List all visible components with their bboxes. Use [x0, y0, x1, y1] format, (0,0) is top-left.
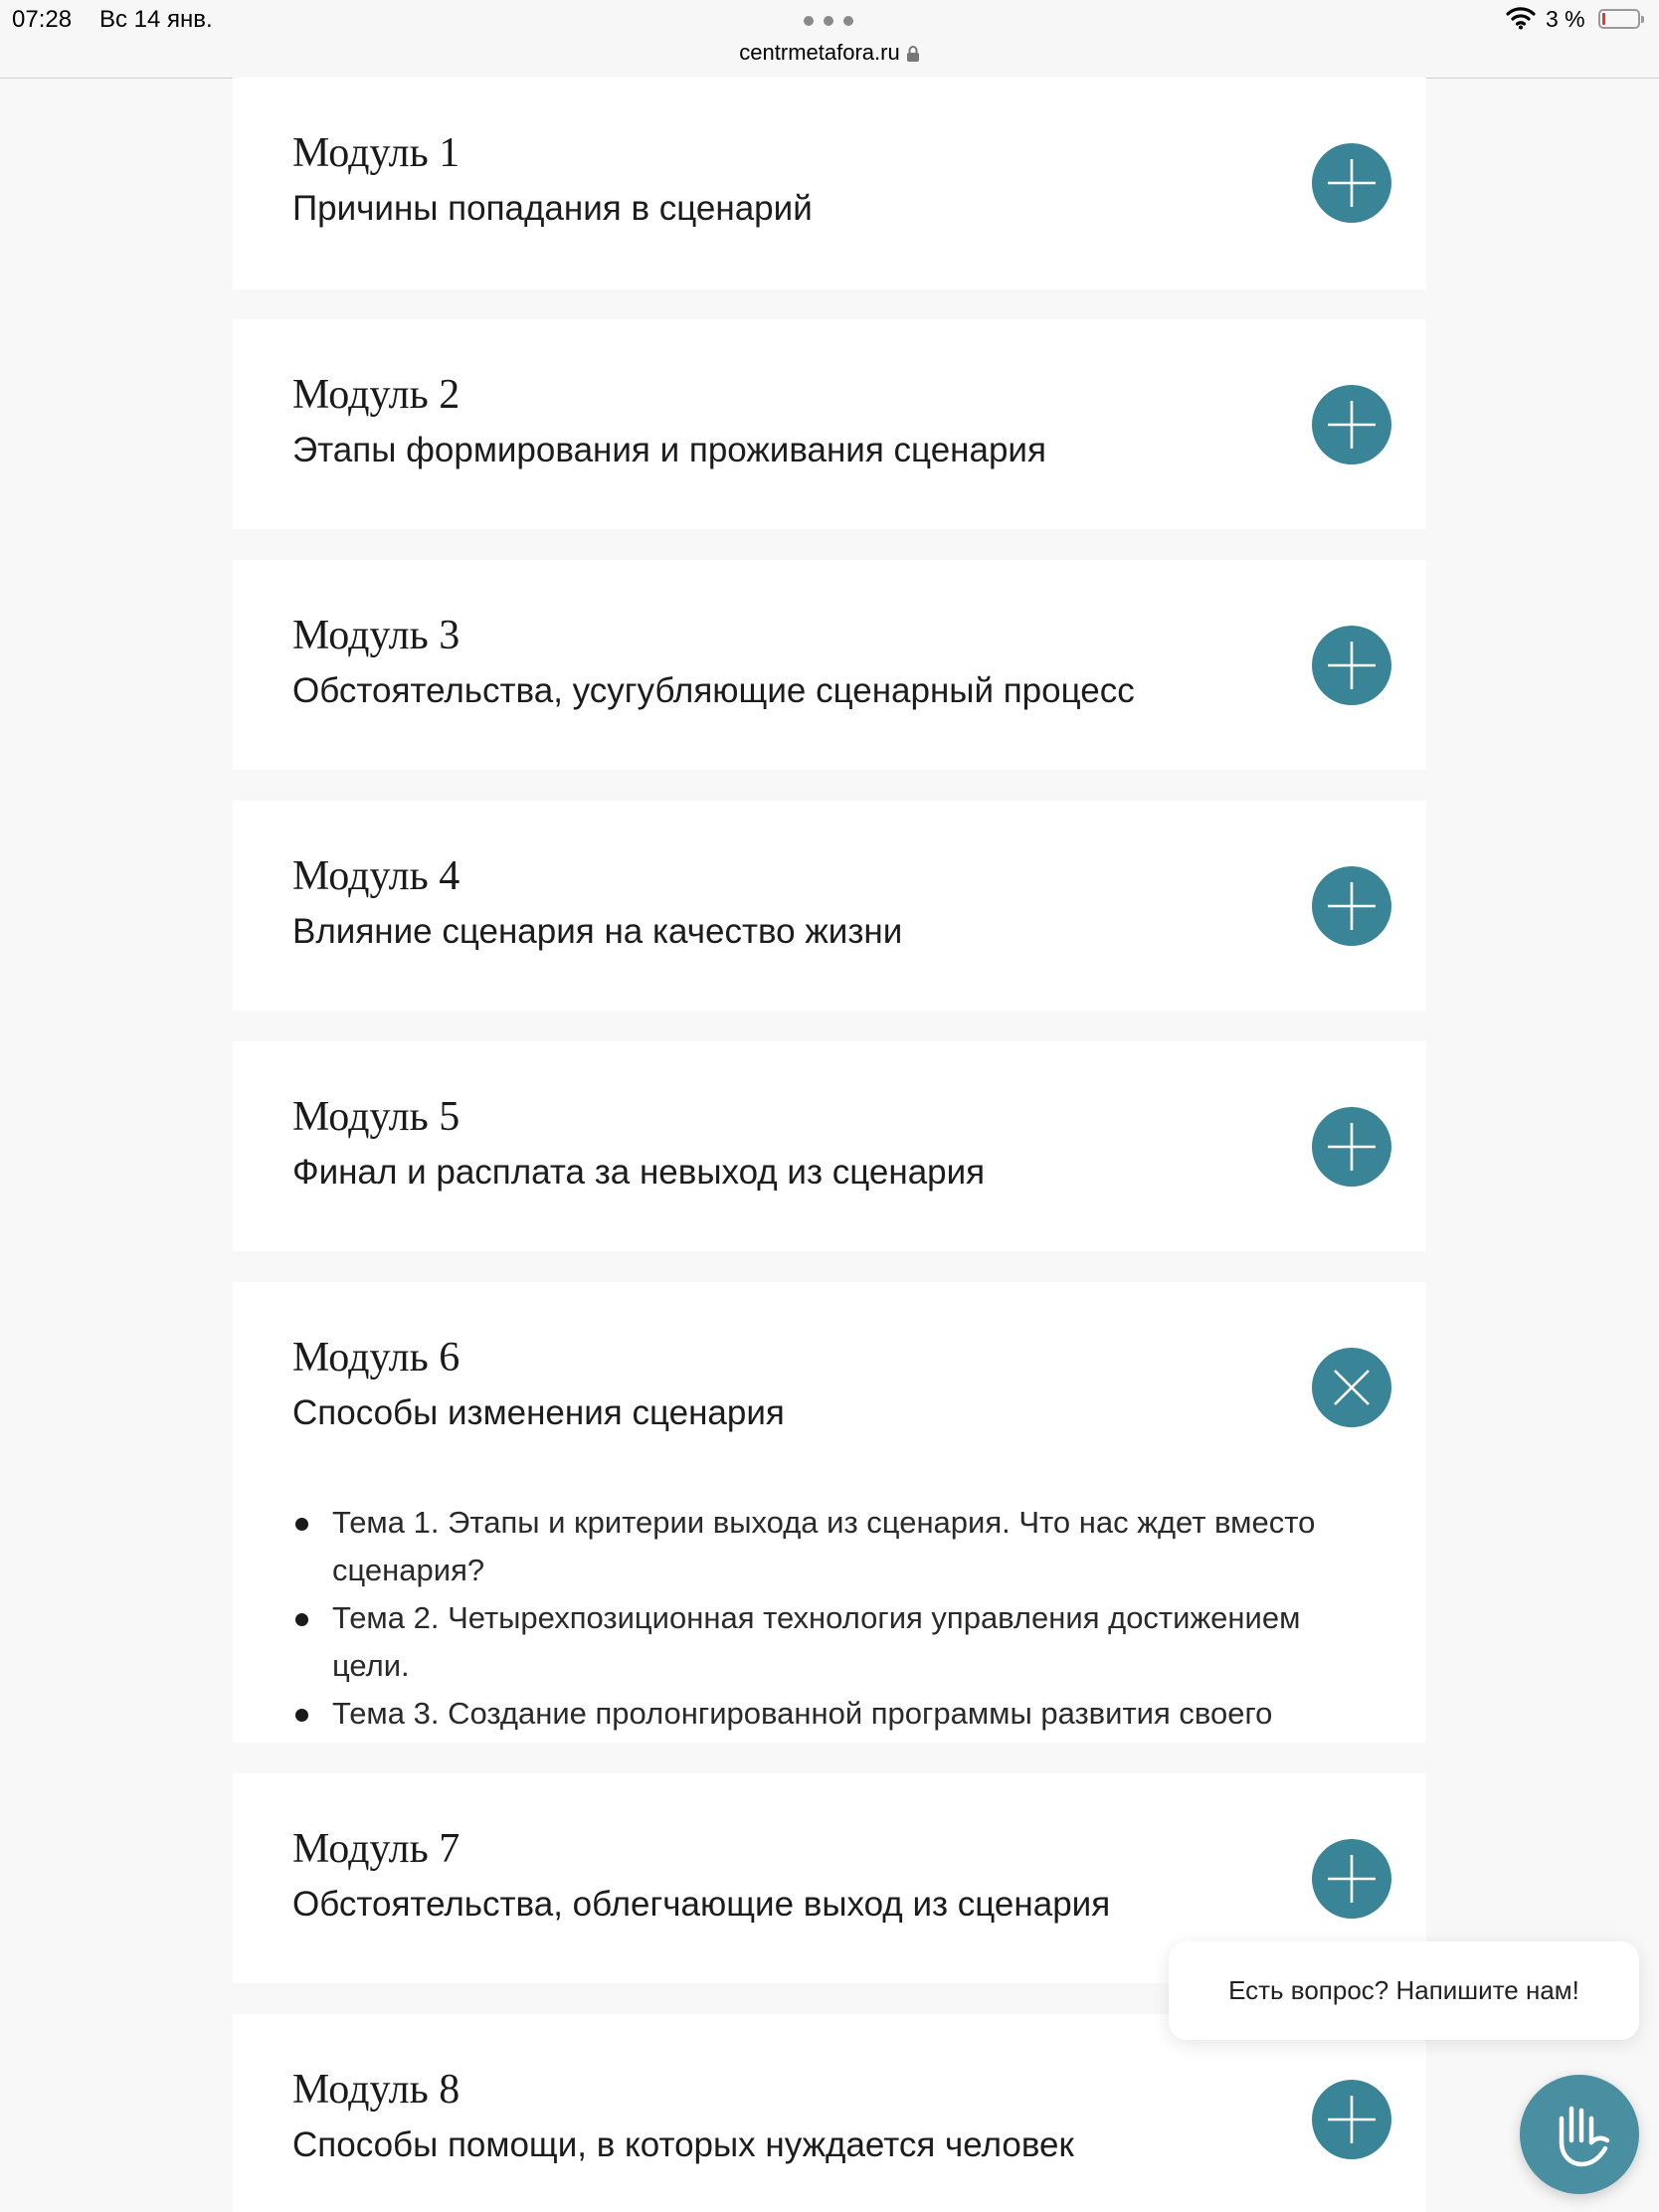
plus-icon	[1312, 385, 1391, 464]
module-title: Модуль 3	[292, 613, 461, 658]
module-subtitle: Причины попадания в сценарий	[292, 189, 813, 228]
module-title: Модуль 8	[292, 2067, 461, 2113]
expand-button[interactable]	[1312, 626, 1391, 705]
chat-prompt-text: Есть вопрос? Напишите нам!	[1228, 1975, 1579, 2005]
module-title: Модуль 6	[292, 1335, 461, 1381]
status-bar	[0, 0, 1659, 79]
address-bar[interactable]	[0, 40, 1659, 66]
module-title: Модуль 7	[292, 1826, 461, 1872]
module-card-1[interactable]	[233, 78, 1426, 289]
collapse-button[interactable]	[1312, 1348, 1391, 1427]
close-icon	[1312, 1348, 1391, 1427]
more-dots-icon[interactable]	[804, 16, 853, 26]
module-subtitle: Этапы формирования и проживания сценария	[292, 431, 1046, 469]
wifi-icon	[1506, 6, 1536, 30]
module-title: Модуль 2	[292, 372, 461, 418]
hand-wave-icon	[1520, 2075, 1639, 2194]
module-card-2[interactable]	[233, 319, 1426, 529]
list-item: Тема 2. Четырехпозиционная технология управления достижением цели.	[292, 1594, 1367, 1690]
topic-list	[292, 1499, 1367, 1738]
module-subtitle: Влияние сценария на качество жизни	[292, 912, 903, 951]
expand-button[interactable]	[1312, 866, 1391, 946]
battery-percent: 3 %	[1546, 6, 1585, 32]
module-subtitle: Способы изменения сценария	[292, 1393, 785, 1432]
module-card-4[interactable]	[233, 801, 1426, 1011]
expand-button[interactable]	[1312, 143, 1391, 223]
module-card-5[interactable]	[233, 1041, 1426, 1251]
chat-button[interactable]	[1520, 2075, 1639, 2194]
module-subtitle: Способы помощи, в которых нуждается человек	[292, 2125, 1074, 2164]
battery-icon	[1598, 9, 1640, 29]
plus-icon	[1312, 2080, 1391, 2159]
module-title: Модуль 1	[292, 130, 461, 176]
plus-icon	[1312, 143, 1391, 223]
plus-icon	[1312, 1839, 1391, 1919]
status-time: 07:28	[12, 6, 73, 33]
list-item: Тема 3. Создание пролонгированной программы развития своего	[292, 1690, 1367, 1738]
module-card-8[interactable]	[233, 2014, 1426, 2212]
expand-button[interactable]	[1312, 2080, 1391, 2159]
expand-button[interactable]	[1312, 1839, 1391, 1919]
module-card-6[interactable]	[233, 1282, 1426, 1743]
plus-icon	[1312, 626, 1391, 705]
lock-icon	[906, 45, 920, 63]
module-subtitle: Финал и расплата за невыход из сценария	[292, 1153, 986, 1192]
module-subtitle: Обстоятельства, усугубляющие сценарный процесс	[292, 671, 1135, 710]
module-subtitle: Обстоятельства, облегчающие выход из сценария	[292, 1885, 1111, 1924]
module-card-3[interactable]	[233, 560, 1426, 770]
url-text: centrmetafora.ru	[739, 40, 900, 65]
expand-button[interactable]	[1312, 1107, 1391, 1187]
list-item: Тема 1. Этапы и критерии выхода из сценария. Что нас ждет вместо сценария?	[292, 1499, 1367, 1594]
status-date: Вс 14 янв.	[99, 6, 213, 33]
chat-prompt-bubble[interactable]	[1169, 1941, 1639, 2040]
plus-icon	[1312, 1107, 1391, 1187]
module-title: Модуль 4	[292, 853, 461, 899]
expand-button[interactable]	[1312, 385, 1391, 464]
plus-icon	[1312, 866, 1391, 946]
module-title: Модуль 5	[292, 1094, 461, 1140]
